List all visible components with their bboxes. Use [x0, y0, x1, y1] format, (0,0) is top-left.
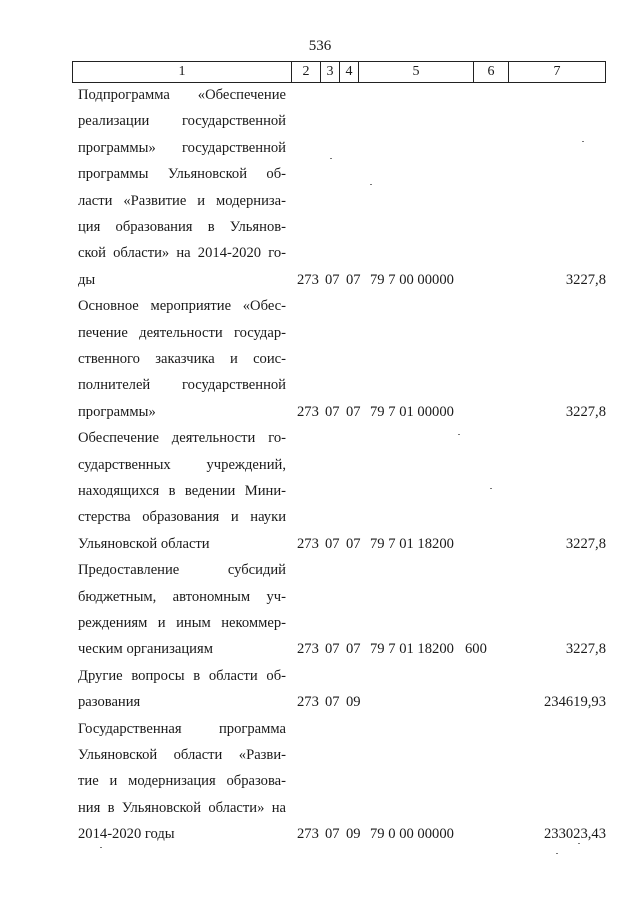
row-description: [78, 293, 286, 425]
header-col-6: 6: [474, 62, 509, 83]
code-c5: 79 7 01 00000: [370, 403, 454, 420]
code-c6: 600: [465, 641, 487, 658]
description-line: ды: [78, 271, 96, 288]
code-c2: 273: [297, 826, 319, 843]
scan-speck: [490, 488, 492, 489]
code-c4: 07: [346, 271, 361, 288]
code-c5: 79 7 00 00000: [370, 271, 454, 288]
description-line: реждениям и иным некоммер-: [78, 614, 286, 631]
code-c3: 07: [325, 694, 340, 711]
header-col-7: 7: [509, 62, 606, 83]
code-c4: 07: [346, 403, 361, 420]
code-c4: 07: [346, 641, 361, 658]
description-line: реализации государственной: [78, 113, 286, 130]
code-c5: 79 0 00 00000: [370, 826, 454, 843]
page-number: 536: [308, 38, 332, 54]
amount: 3227,8: [565, 403, 606, 420]
row-description: [78, 82, 286, 293]
code-c4: 09: [346, 694, 361, 711]
description-line: ция образования в Ульянов-: [78, 218, 286, 235]
code-c2: 273: [297, 535, 319, 552]
header-col-5: 5: [359, 62, 474, 83]
scan-speck: [556, 853, 558, 854]
description-line: печение деятельности государ-: [78, 324, 286, 341]
code-c2: 273: [297, 641, 319, 658]
description-line: Ульяновской области «Разви-: [78, 746, 286, 763]
row-description: [78, 716, 286, 848]
row-description: [78, 663, 286, 716]
description-line: стерства образования и науки: [78, 509, 286, 526]
code-c4: 07: [346, 535, 361, 552]
description-line: Другие вопросы в области об-: [78, 667, 286, 684]
description-line: ственного заказчика и соис-: [78, 350, 286, 367]
description-line: Основное мероприятие «Обес-: [78, 298, 286, 315]
description-line: сударственных учреждений,: [78, 456, 286, 473]
code-c3: 07: [325, 271, 340, 288]
header-col-2: 2: [292, 62, 321, 83]
code-c5: 79 7 01 18200: [370, 535, 454, 552]
description-line: программы Ульяновской об-: [78, 166, 286, 183]
description-line: Предоставление субсидий: [78, 562, 286, 579]
code-c2: 273: [297, 403, 319, 420]
row-description: [78, 557, 286, 663]
amount: 233023,43: [543, 826, 606, 843]
description-line: Ульяновской области: [78, 535, 210, 552]
header-col-4: 4: [340, 62, 359, 83]
code-c3: 07: [325, 826, 340, 843]
code-c3: 07: [325, 403, 340, 420]
code-c2: 273: [297, 694, 319, 711]
code-c5: 79 7 01 18200: [370, 641, 454, 658]
description-line: ческим организациям: [78, 641, 213, 658]
row-description: [78, 425, 286, 557]
description-line: бюджетным, автономным уч-: [78, 588, 286, 605]
code-c4: 09: [346, 826, 361, 843]
description-line: ласти «Развитие и модерниза-: [78, 192, 286, 209]
description-line: Обеспечение деятельности го-: [78, 430, 286, 447]
column-header-table: [72, 61, 606, 83]
amount: 3227,8: [565, 641, 606, 658]
scan-speck: [582, 141, 584, 142]
description-line: Подпрограмма «Обеспечение: [78, 87, 286, 103]
code-c3: 07: [325, 535, 340, 552]
scan-speck: [458, 434, 460, 435]
description-line: разования: [78, 694, 141, 711]
description-line: ния в Ульяновской области» на: [78, 799, 286, 816]
description-line: Государственная программа: [78, 720, 286, 737]
scan-speck: [578, 843, 580, 844]
description-line: программы»: [78, 403, 156, 420]
header-col-3: 3: [321, 62, 340, 83]
description-line: ской области» на 2014-2020 го-: [78, 245, 286, 262]
amount: 3227,8: [565, 271, 606, 288]
description-line: программы» государственной: [78, 139, 286, 156]
scan-speck: [100, 847, 102, 848]
scan-speck: [370, 184, 372, 185]
description-line: находящихся в ведении Мини-: [78, 482, 286, 499]
description-line: полнителей государственной: [78, 377, 286, 394]
code-c2: 273: [297, 271, 319, 288]
description-line: 2014-2020 годы: [78, 826, 175, 843]
header-col-1: 1: [73, 62, 292, 83]
amount: 234619,93: [543, 694, 606, 711]
scan-speck: [330, 158, 332, 159]
amount: 3227,8: [565, 535, 606, 552]
code-c3: 07: [325, 641, 340, 658]
description-line: тие и модернизация образова-: [78, 773, 286, 790]
